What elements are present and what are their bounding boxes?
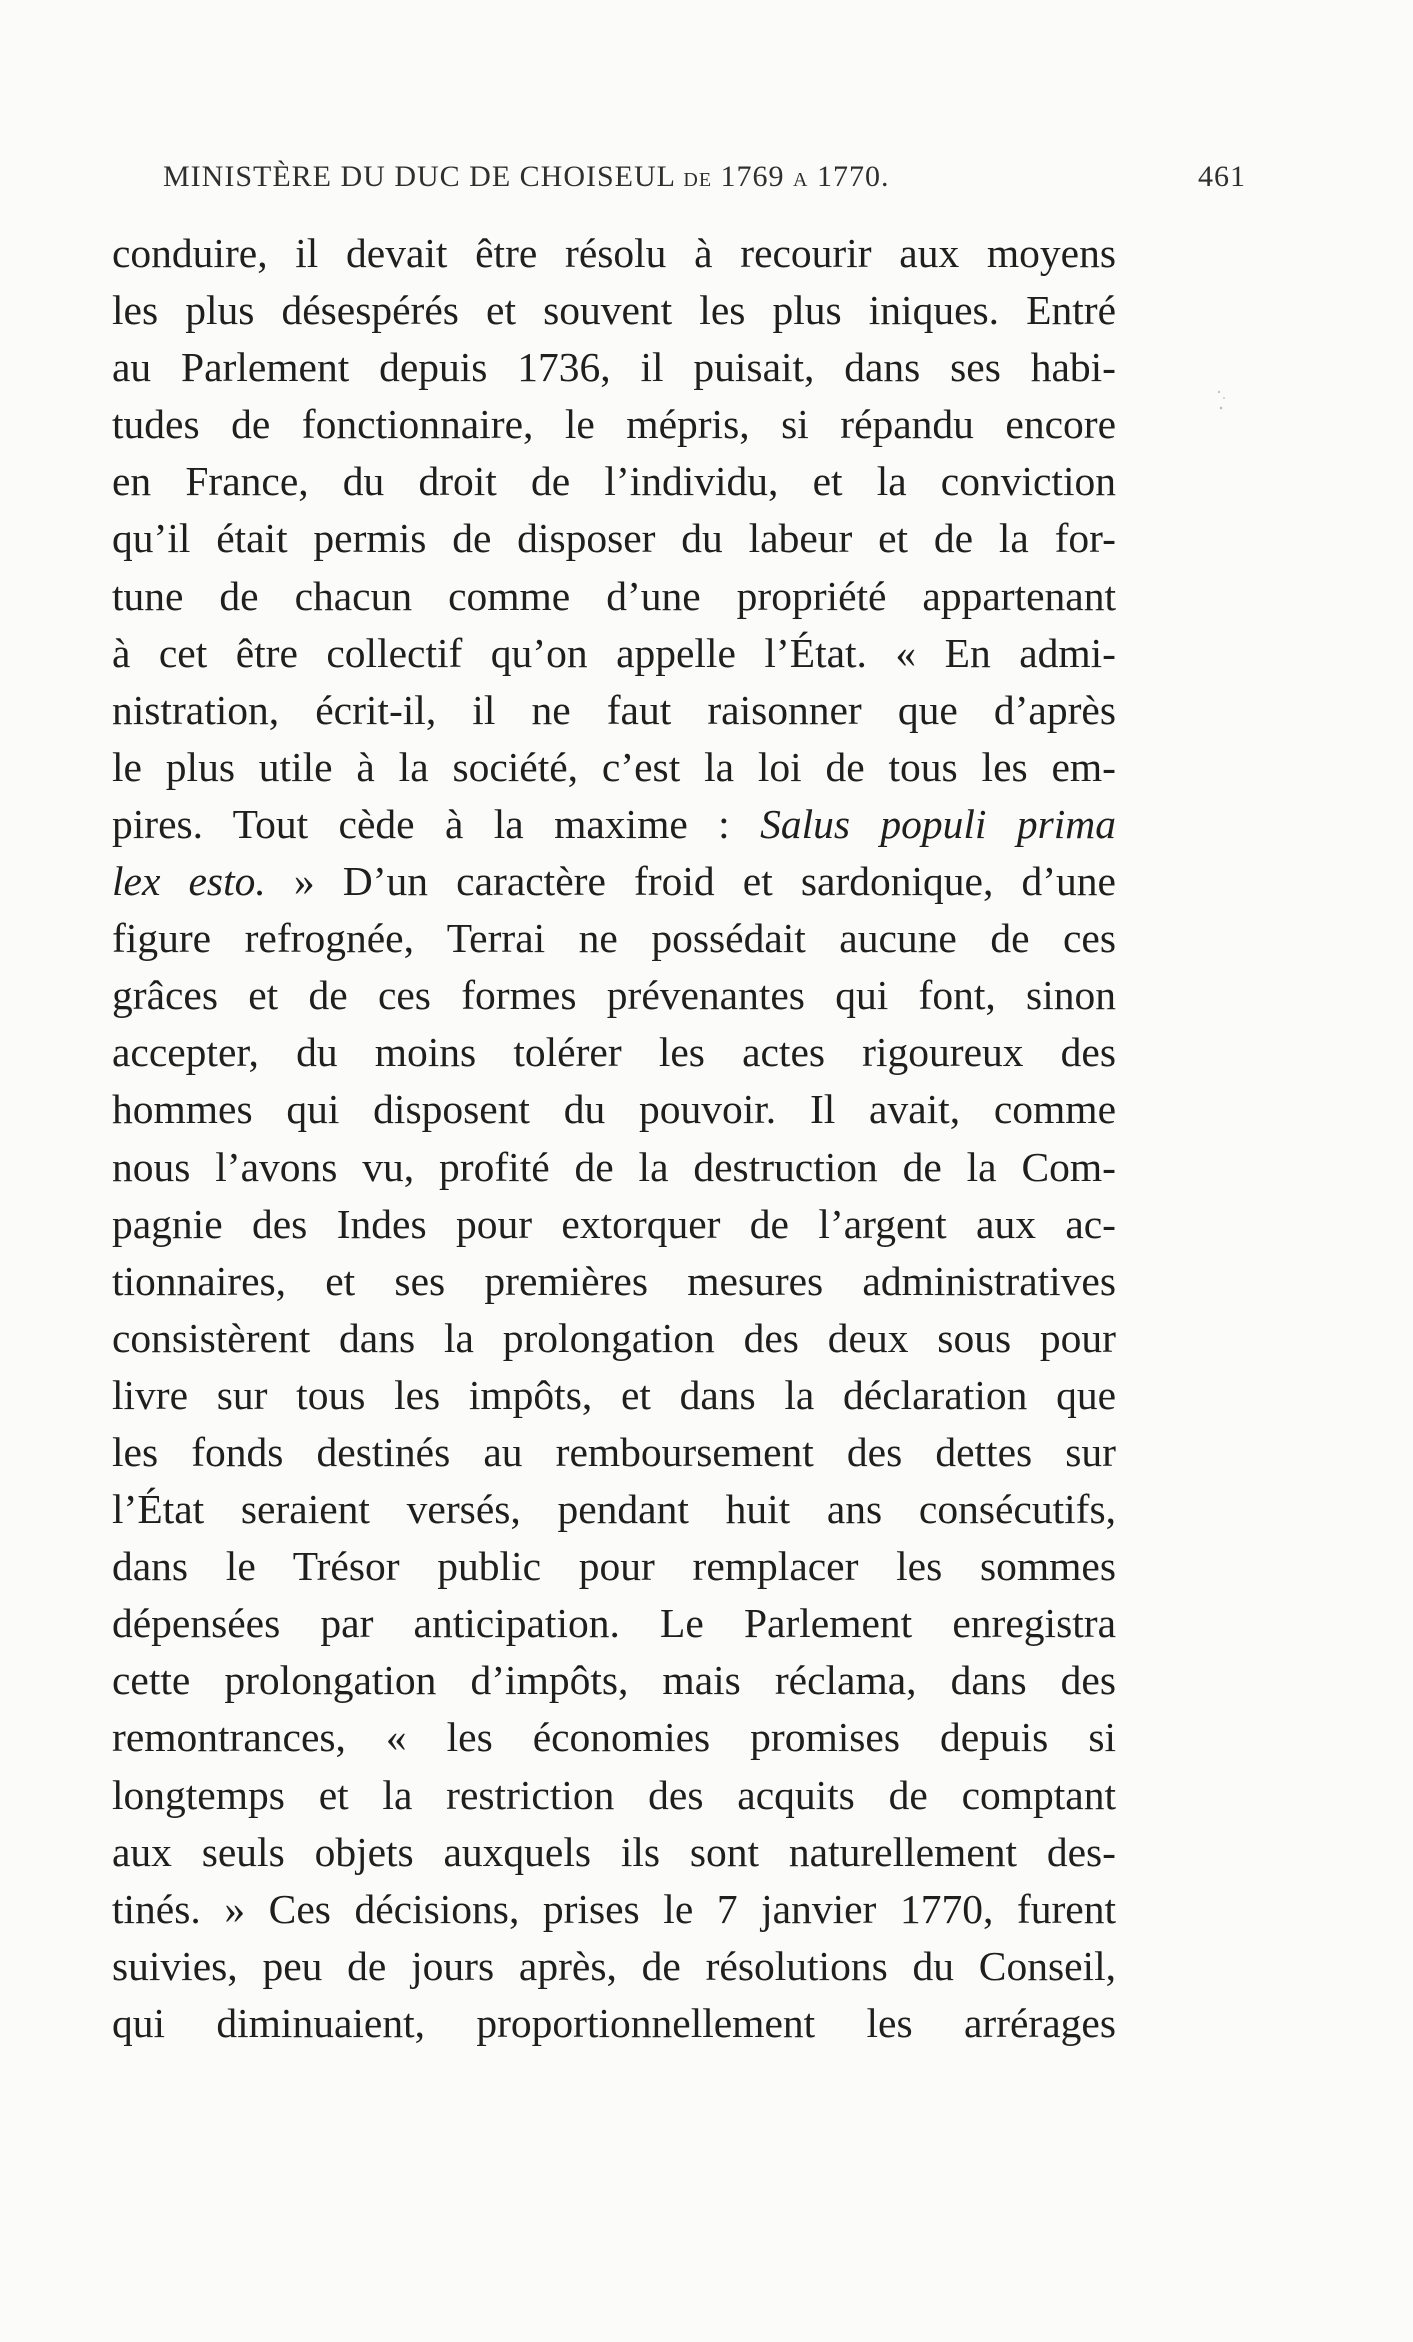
text-segment: pires. Tout cède à la maxime : xyxy=(112,800,761,847)
text-line: tinés. » Ces décisions, prises le 7 janvier 1770, furent xyxy=(112,1885,1116,1932)
latin-maxim: Salus populi prima xyxy=(760,800,1116,847)
text-line: tionnaires, et ses premières mesures administratives xyxy=(112,1257,1116,1304)
text-line: aux seuls objets auxquels ils sont naturellement des- xyxy=(112,1828,1116,1875)
text-line: longtemps et la restriction des acquits de comptant xyxy=(112,1771,1116,1818)
text-line: dans le Trésor public pour remplacer les sommes xyxy=(112,1543,1116,1590)
text-line xyxy=(112,796,1116,853)
latin-maxim-end: lex esto. xyxy=(112,858,266,905)
text-line: en France, du droit de l’individu, et la conviction xyxy=(112,458,1116,505)
text-line xyxy=(112,853,1116,910)
text-line: qu’il était permis de disposer du labeur et de la for- xyxy=(112,515,1116,562)
text-line: l’État seraient versés, pendant huit ans consécutifs, xyxy=(112,1486,1116,1533)
text-line: le plus utile à la société, c’est la loi de tous les em- xyxy=(112,743,1116,790)
body-text xyxy=(112,225,1116,2052)
text-line: qui diminuaient, proportionnellement les arrérages xyxy=(112,1999,1116,2046)
running-head xyxy=(163,160,1246,204)
running-title xyxy=(163,160,890,194)
text-line: nous l’avons vu, profité de la destruction de la Com- xyxy=(112,1143,1116,1190)
running-title-main: MINISTÈRE DU DUC DE CHOISEUL xyxy=(163,160,684,193)
text-line: livre sur tous les impôts, et dans la déclaration que xyxy=(112,1371,1116,1418)
text-line: tune de chacun comme d’une propriété appartenant xyxy=(112,572,1116,619)
page-number: 461 xyxy=(1198,160,1246,193)
text-line: conduire, il devait être résolu à recourir aux moyens xyxy=(112,230,1116,276)
text-line: hommes qui disposent du pouvoir. Il avait, comme xyxy=(112,1086,1116,1133)
text-line: tudes de fonctionnaire, le mépris, si répandu encore xyxy=(112,401,1116,448)
text-line: les fonds destinés au remboursement des dettes sur xyxy=(112,1428,1116,1475)
text-line: consistèrent dans la prolongation des deux sous pour xyxy=(112,1314,1116,1361)
text-line: pagnie des Indes pour extorquer de l’argent aux ac- xyxy=(112,1200,1116,1247)
text-line: les plus désespérés et souvent les plus iniques. Entré xyxy=(112,287,1116,334)
running-title-year-end: 1770. xyxy=(808,160,890,193)
text-line: au Parlement depuis 1736, il puisait, dans ses habi- xyxy=(112,344,1116,391)
text-line: accepter, du moins tolérer les actes rigoureux des xyxy=(112,1029,1116,1076)
running-title-a: A xyxy=(793,169,809,191)
text-line: à cet être collectif qu’on appelle l’État. « En admi- xyxy=(112,629,1116,676)
running-title-year-start: 1769 xyxy=(712,160,794,193)
text-line: cette prolongation d’impôts, mais réclama, dans des xyxy=(112,1657,1116,1704)
margin-speck-icon xyxy=(1216,388,1228,414)
text-line: nistration, écrit-il, il ne faut raisonner que d’après xyxy=(112,686,1116,733)
margin-speck xyxy=(1216,388,1228,414)
text-line: suivies, peu de jours après, de résolutions du Conseil, xyxy=(112,1942,1116,1989)
running-title-de: DE xyxy=(683,169,713,191)
text-line: remontrances, « les économies promises depuis si xyxy=(112,1714,1116,1761)
text-line: grâces et de ces formes prévenantes qui font, sinon xyxy=(112,972,1116,1019)
text-segment: » D’un caractère froid et sardonique, d’une xyxy=(265,858,1116,905)
text-line: dépensées par anticipation. Le Parlement enregistra xyxy=(112,1600,1116,1647)
text-line: figure refrognée, Terrai ne possédait aucune de ces xyxy=(112,915,1116,962)
